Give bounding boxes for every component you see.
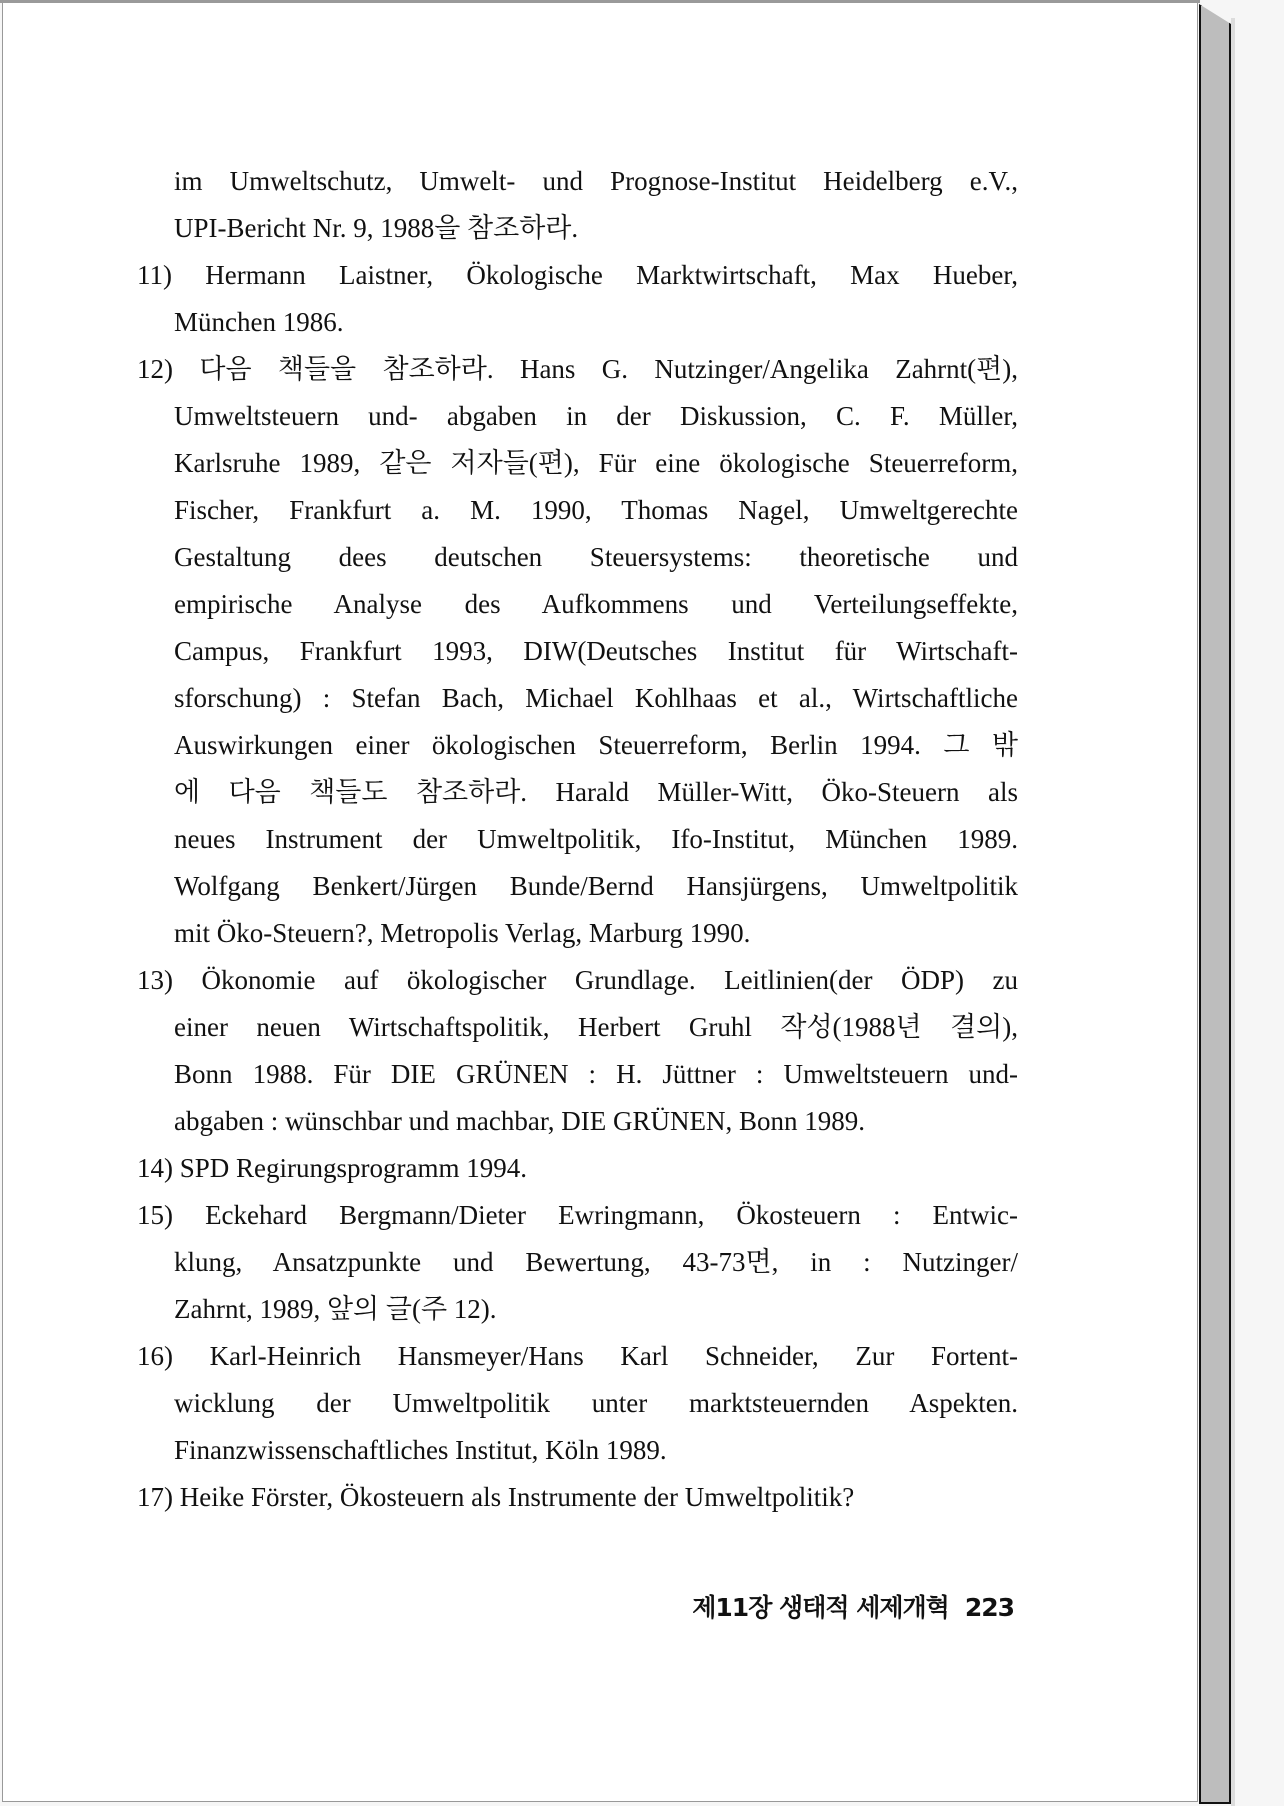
text-line: 11) Hermann Laistner, Ökologische Marktwirtschaft, Max Hueber, — [137, 260, 1018, 290]
page-shadow — [1231, 18, 1235, 1806]
text-line: München 1986. — [174, 307, 344, 337]
text-line: sforschung) : Stefan Bach, Michael Kohlhaas et al., Wirtschaftliche — [174, 683, 1018, 713]
endnote-16 — [137, 1333, 1018, 1474]
endnote-11 — [137, 252, 1018, 346]
text-line: Finanzwissenschaftliches Institut, Köln 1989. — [174, 1435, 667, 1465]
text-line: 14) SPD Regirungsprogramm 1994. — [137, 1153, 527, 1183]
text-line: Umweltsteuern und- abgaben in der Diskussion, C. F. Müller, — [174, 401, 1018, 431]
text-line: 16) Karl-Heinrich Hansmeyer/Hans Karl Schneider, Zur Fortent- — [137, 1341, 1018, 1371]
text-line: klung, Ansatzpunkte und Bewertung, 43-73면, in : Nutzinger/ — [174, 1247, 1018, 1277]
text-line: abgaben : wünschbar und machbar, DIE GRÜNEN, Bonn 1989. — [174, 1106, 866, 1136]
endnotes — [137, 158, 1018, 1521]
text-line: wicklung der Umweltpolitik unter marktsteuernden Aspekten. — [174, 1388, 1018, 1418]
endnote-continuation — [137, 158, 1018, 252]
text-line: 17) Heike Förster, Ökosteuern als Instrumente der Umweltpolitik? — [137, 1482, 855, 1512]
page-top-edge — [0, 0, 1200, 3]
text-line: Campus, Frankfurt 1993, DIW(Deutsches Institut für Wirtschaft- — [174, 636, 1018, 666]
running-head: 제11장 생태적 세제개혁 — [692, 1593, 949, 1622]
text-line: Karlsruhe 1989, 같은 저자들(편), Für eine ökologische Steuerreform, — [174, 448, 1018, 478]
text-line: im Umweltschutz, Umwelt- und Prognose-Institut Heidelberg e.V., — [174, 166, 1018, 196]
page-footer — [692, 1588, 1014, 1624]
text-line: 에 다음 책들도 참조하라. Harald Müller-Witt, Öko-Steuern als — [174, 777, 1018, 807]
text-line: Gestaltung dees deutschen Steuersystems: theoretische und — [174, 542, 1018, 572]
text-line: mit Öko-Steuern?, Metropolis Verlag, Marburg 1990. — [174, 918, 751, 948]
text-line: neues Instrument der Umweltpolitik, Ifo-Institut, München 1989. — [174, 824, 1018, 854]
endnote-14 — [137, 1145, 1018, 1192]
text-line: 12) 다음 책들을 참조하라. Hans G. Nutzinger/Angelika Zahrnt(편), — [137, 354, 1018, 384]
page-stack-edge — [1199, 4, 1231, 1804]
text-line: Zahrnt, 1989, 앞의 글(주 12). — [174, 1294, 497, 1324]
text-line: Bonn 1988. Für DIE GRÜNEN : H. Jüttner : Umweltsteuern und- — [174, 1059, 1018, 1089]
endnote-12 — [137, 346, 1018, 957]
text-line: UPI-Bericht Nr. 9, 1988을 참조하라. — [174, 213, 579, 243]
text-line: empirische Analyse des Aufkommens und Verteilungseffekte, — [174, 589, 1018, 619]
text-line: 15) Eckehard Bergmann/Dieter Ewringmann, Ökosteuern : Entwic- — [137, 1200, 1018, 1230]
endnote-17 — [137, 1474, 1018, 1521]
endnote-15 — [137, 1192, 1018, 1333]
page-number: 223 — [964, 1593, 1014, 1622]
text-line: 13) Ökonomie auf ökologischer Grundlage. Leitlinien(der ÖDP) zu — [137, 965, 1018, 995]
text-line: Fischer, Frankfurt a. M. 1990, Thomas Nagel, Umweltgerechte — [174, 495, 1018, 525]
text-line: Wolfgang Benkert/Jürgen Bunde/Bernd Hansjürgens, Umweltpolitik — [174, 871, 1018, 901]
text-line: einer neuen Wirtschaftspolitik, Herbert Gruhl 작성(1988년 결의), — [174, 1012, 1018, 1042]
text-line: Auswirkungen einer ökologischen Steuerreform, Berlin 1994. 그 밖 — [174, 730, 1018, 760]
endnote-13 — [137, 957, 1018, 1145]
